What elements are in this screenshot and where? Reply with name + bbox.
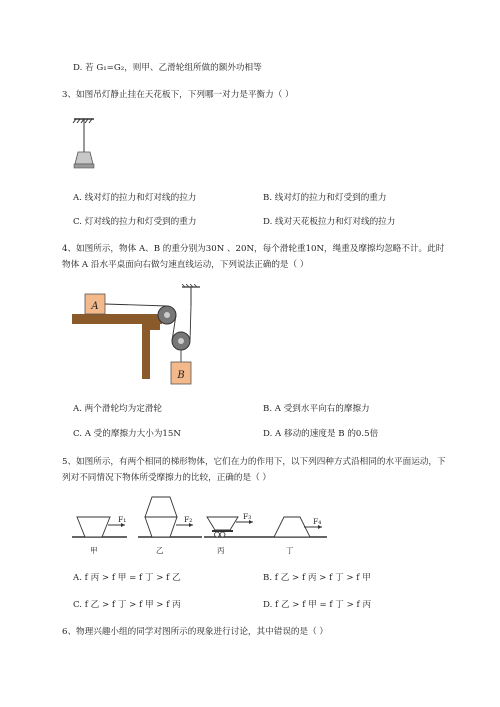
q5-friction-figure [72, 495, 362, 560]
trapezoid-2b [145, 517, 177, 537]
q4-option-a: A. 两个滑轮均为定滑轮 [73, 404, 163, 414]
trapezoid-2a [145, 497, 177, 517]
q5-option-c: C. f 乙 > f 丁 > f 甲 > f 丙 [73, 600, 181, 610]
roller-1 [215, 532, 220, 537]
q5-option-a: A. f 丙 > f 甲 = f 丁 > f 乙 [73, 573, 181, 583]
q4-stem-line1: 4、如图所示，物体 A、B 的重分别为30N 、20N，每个滑轮重10N，绳重及摩擦均忽略不计。此时 [62, 244, 445, 254]
table-leg [142, 324, 150, 379]
rope-a [105, 304, 167, 306]
table-top [72, 314, 162, 324]
q5-option-d: D. f 乙 > f 甲 = f 丁 > f 丙 [263, 600, 372, 610]
q5-stem-line2: 列对不同情况下物体所受摩擦力的比较，正确的是（ ） [62, 473, 271, 483]
q3-option-a: A. 线对灯的拉力和灯对线的拉力 [73, 193, 197, 203]
trapezoid-1 [77, 517, 110, 537]
q3-stem: 3、如图吊灯静止挂在天花板下，下列哪一对力是平衡力（ ） [62, 90, 294, 100]
case-label-4: 丁 [286, 546, 294, 555]
force-label-1: F₁ [118, 515, 127, 524]
q4-option-d: D. A 移动的速度是 B 的0.5倍 [263, 429, 379, 439]
case-label-1: 甲 [90, 546, 98, 555]
force-label-4: F₄ [313, 517, 322, 526]
q6-stem: 6、物理兴趣小组的同学对图所示的现象进行讨论，其中错误的是（ ） [62, 627, 329, 637]
q3-option-b: B. 线对灯的拉力和灯受到的重力 [263, 193, 387, 203]
lamp-shade [75, 152, 93, 164]
case-label-2: 乙 [156, 546, 164, 555]
q5-stem-line1: 5、如图所示，有两个相同的梯形物体，它们在力的作用下，以下列四种方式沿相同的水平面运动，下 [62, 457, 446, 467]
q4-stem-line2: 物体 A 沿水平桌面向右做匀速直线运动，下列说法正确的是（ ） [62, 260, 309, 270]
case-label-3: 丙 [217, 546, 225, 555]
q4-option-c: C. A 受的摩擦力大小为15N [73, 429, 181, 439]
q5-option-b: B. f 乙 > f 丙 > f 丁 > f 甲 [263, 573, 371, 583]
block-a-label: A [91, 301, 99, 312]
q4-pulley-figure [70, 284, 205, 389]
q4-option-b: B. A 受到水平向右的摩擦力 [263, 404, 370, 414]
force-label-2: F₂ [184, 515, 193, 524]
roller-2 [220, 532, 225, 537]
q3-lamp-figure [62, 114, 112, 176]
q3-option-c: C. 灯对线的拉力和灯受到的重力 [73, 217, 197, 227]
block-b-label: B [177, 370, 185, 381]
trapezoid-3 [207, 517, 238, 530]
q2-option-d: D. 若 G₁=G₂，则甲、乙滑轮组所做的额外功相等 [73, 63, 262, 73]
q3-option-d: D. 线对天花板拉力和灯对线的拉力 [263, 217, 396, 227]
force-label-3: F₃ [243, 512, 252, 521]
